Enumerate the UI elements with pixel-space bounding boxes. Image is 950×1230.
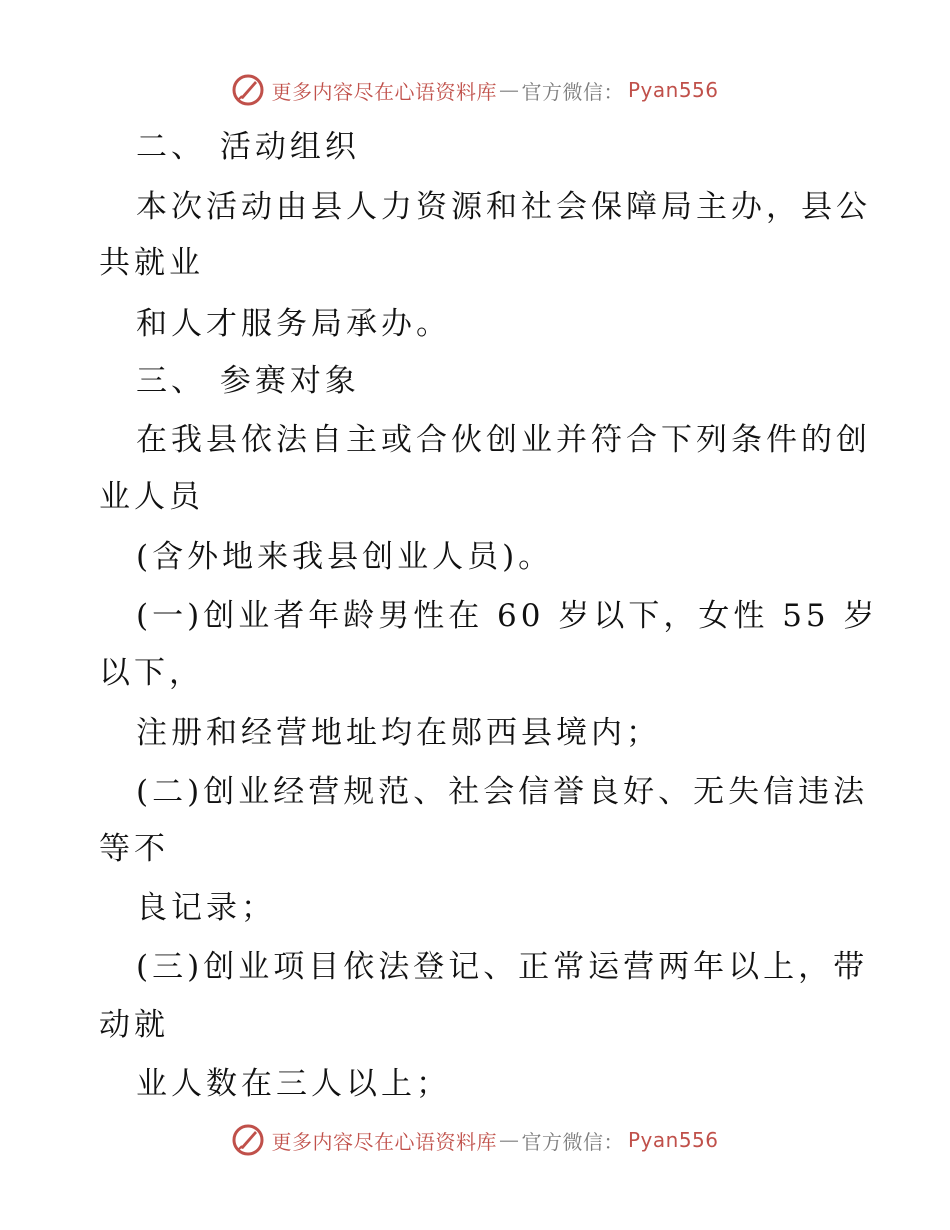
banner-wechat-label: 官方微信：	[521, 1129, 624, 1154]
list-item-line: (一)创业者年龄男性在 60 岁以下，女性 55 岁	[136, 598, 879, 634]
paragraph-line: 在我县依法自主或合伙创业并符合下列条件的创	[136, 422, 871, 458]
paragraph-line: 业人员	[99, 479, 204, 515]
list-item-line: 动就	[99, 1007, 169, 1043]
section-heading-3: 三、 参赛对象	[136, 363, 360, 399]
list-item-line: 以下，	[99, 655, 204, 691]
list-item-line: 注册和经营地址均在郧西县境内；	[136, 715, 661, 751]
footer-banner	[0, 1120, 950, 1160]
list-item-line: (二)创业经营规范、社会信誉良好、无失信违法	[136, 774, 869, 810]
banner-text: 更多内容尽在心语资料库	[271, 1129, 497, 1154]
paragraph-line: 本次活动由县人力资源和社会保障局主办，县公	[136, 189, 871, 225]
list-item-line: 良记录；	[136, 890, 276, 926]
paragraph-line: 共就业	[99, 245, 204, 281]
banner-text: 更多内容尽在心语资料库	[271, 79, 497, 104]
banner-account: Pyan556	[627, 1128, 719, 1152]
list-item-line: (三)创业项目依法登记、正常运营两年以上，带	[136, 949, 869, 985]
banner-dash: —	[498, 1128, 520, 1152]
section-heading-2: 二、 活动组织	[136, 129, 360, 165]
feather-pen-icon	[231, 1123, 265, 1157]
paragraph-line: (含外地来我县创业人员)。	[136, 539, 554, 575]
paragraph-line: 和人才服务局承办。	[136, 306, 451, 342]
banner-dash: —	[498, 78, 520, 102]
list-item-line: 等不	[99, 831, 169, 867]
banner-account: Pyan556	[627, 78, 719, 102]
list-item-line: 业人数在三人以上；	[136, 1066, 451, 1102]
banner-wechat-label: 官方微信：	[521, 79, 624, 104]
